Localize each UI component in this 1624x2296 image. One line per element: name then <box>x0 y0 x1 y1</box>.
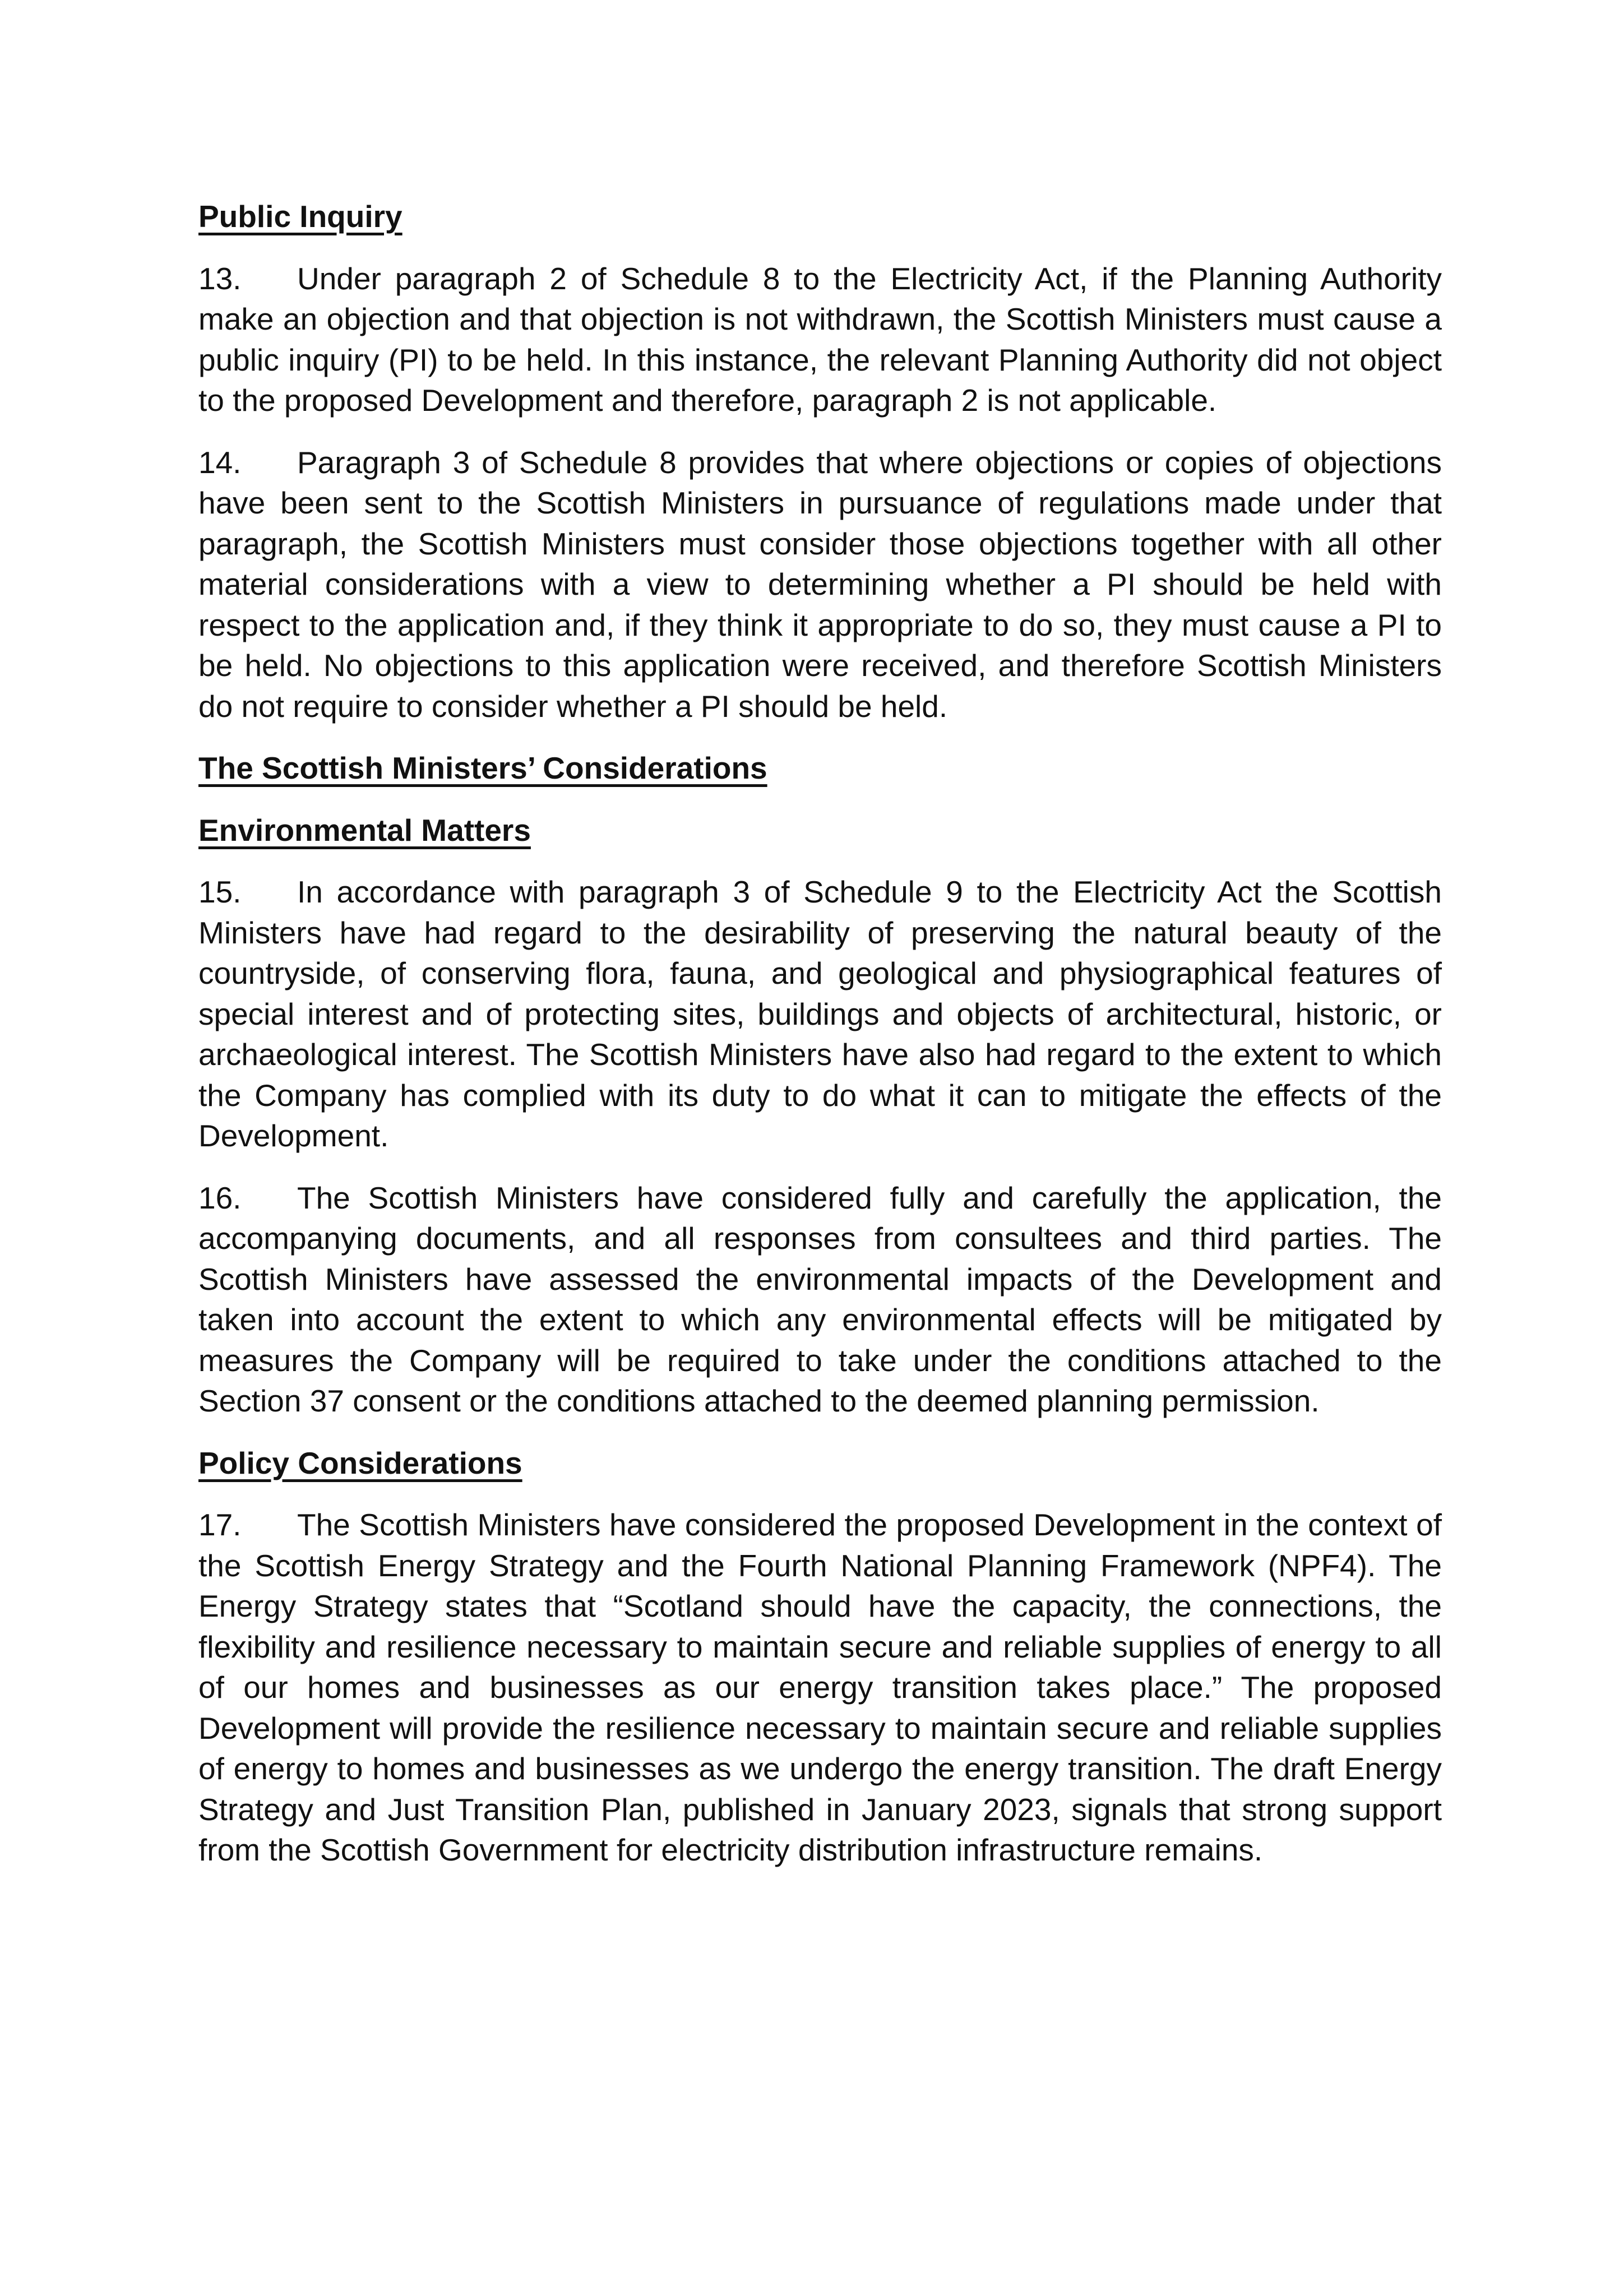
paragraph-17 <box>198 1505 1442 1871</box>
paragraph-16 <box>198 1178 1442 1422</box>
heading-public-inquiry: Public Inquiry <box>198 199 402 234</box>
paragraph-13 <box>198 258 1442 421</box>
paragraph-number: 13. <box>198 261 242 296</box>
paragraph-number: 17. <box>198 1507 242 1542</box>
heading-environmental-matters: Environmental Matters <box>198 812 531 848</box>
paragraph-15 <box>198 872 1442 1156</box>
paragraph-number: 16. <box>198 1180 242 1215</box>
paragraph-number: 14. <box>198 445 242 480</box>
paragraph-text: The Scottish Ministers have considered fully and carefully the application, the accompanying documents, and all responses from consultees and third parties. The Scottish Ministers have assessed the environmental impacts of the Development and taken into account the extent to which any environmental effects will be mitigated by measures the Company will be required to take under the conditions attached to the Section 37 consent or the conditions attached to the deemed planning permission. <box>198 1180 1442 1418</box>
document-page <box>198 196 1442 1892</box>
heading-ministers-considerations: The Scottish Ministers’ Considerations <box>198 751 767 785</box>
heading-policy-considerations: Policy Considerations <box>198 1445 522 1480</box>
paragraph-text: Paragraph 3 of Schedule 8 provides that where objections or copies of objections have been sent to the Scottish Ministers in pursuance of regulations made under that paragraph, the Scottish Ministers must consider those objections together with all other material considerations with a view to determining whether a PI should be held with respect to the application and, if they think it appropriate to do so, they must cause a PI to be held. No objections to this application were received, and therefore Scottish Ministers do not require to consider whether a PI should be held. <box>198 445 1442 724</box>
paragraph-text: The Scottish Ministers have considered the proposed Development in the context of the Scottish Energy Strategy and the Fourth National Planning Framework (NPF4). The Energy Strategy states that “Scotland should have the capacity, the connections, the flexibility and resilience necessary to maintain secure and reliable supplies of energy to all of our homes and businesses as our energy transition takes place.” The proposed Development will provide the resilience necessary to maintain secure and reliable supplies of energy to homes and businesses as we undergo the energy transition. The draft Energy Strategy and Just Transition Plan, published in January 2023, signals that strong support from the Scottish Government for electricity distribution infrastructure remains. <box>198 1507 1442 1867</box>
paragraph-text: In accordance with paragraph 3 of Schedule 9 to the Electricity Act the Scottish Ministers have had regard to the desirability of preserving the natural beauty of the countryside, of conserving flora, fauna, and geological and physiographical features of special interest and of protecting sites, buildings and objects of architectural, historic, or archaeological interest. The Scottish Ministers have also had regard to the extent to which the Company has complied with its duty to do what it can to mitigate the effects of the Development. <box>198 874 1442 1153</box>
paragraph-text: Under paragraph 2 of Schedule 8 to the Electricity Act, if the Planning Authority make an objection and that objection is not withdrawn, the Scottish Ministers must cause a public inquiry (PI) to be held. In this instance, the relevant Planning Authority did not object to the proposed Development and therefore, paragraph 2 is not applicable. <box>198 261 1442 418</box>
paragraph-14 <box>198 442 1442 727</box>
paragraph-number: 15. <box>198 874 242 909</box>
